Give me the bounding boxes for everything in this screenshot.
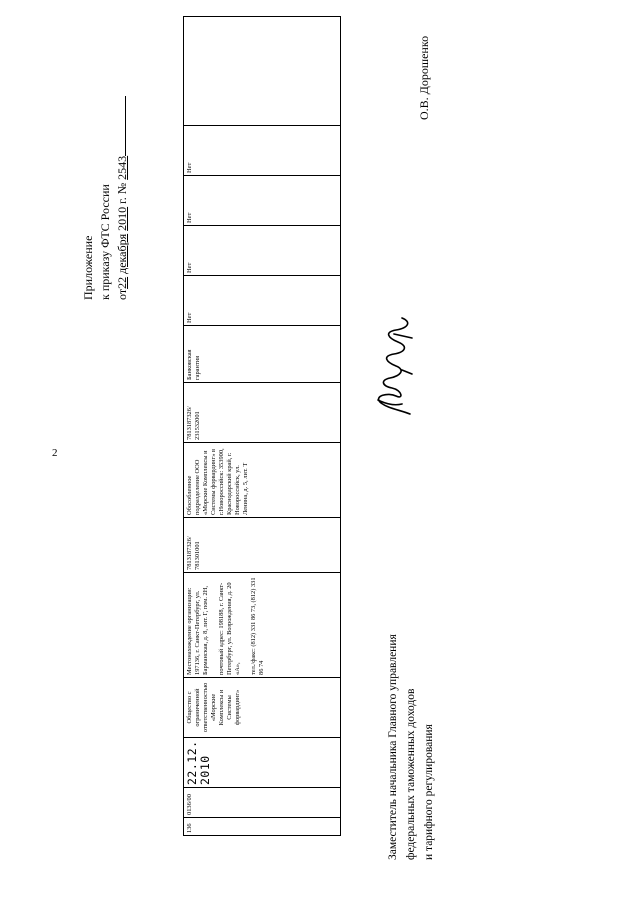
cell-guarantee: Банковская гарантия [184, 326, 341, 383]
order-number: 2543 [115, 155, 129, 180]
signatory-name: О.В. Дорошенко [417, 35, 431, 120]
cell-col14 [184, 17, 341, 126]
cell-col12: Нет [184, 176, 341, 226]
cell-col13: Нет [184, 126, 341, 176]
table-row [184, 17, 341, 836]
handwritten-signature [372, 310, 418, 420]
appendix-date-number: от22 декабря 2010 г. № 2543 [114, 96, 131, 300]
cell-location: Местонахождение организации: 197136, г. Санкт-Петербург, ул. Барманская, д. 8, лит. Г, пом. 2Н, почтовый адрес: 198188, г. Санкт-Петербург, ул. Возрождения, д. 20 «А», тел./факс: (812) 331 86 73, (812) 331 86 74 [184, 573, 341, 678]
cell-branch: Обособленное подразделение ООО «Морские Комплексы и Системы форвардинг» в г.Новороссийск: 353900, Краснодарский край, г. Новороссийск, ул. Ленина, д. 5, лит. Т [184, 443, 341, 518]
cell-org-name: Общество с ограниченной ответственностью «Морские Комплексы и Системы форвардинг» [184, 678, 341, 738]
underline-blank [115, 96, 126, 156]
register-table [183, 17, 341, 836]
signatory-position: Заместитель начальника Главного управления федеральных таможенных доходов и тарифного регулирования [387, 634, 435, 860]
order-day: 22 [115, 276, 129, 289]
cell-reg-number: 0136/00 [184, 788, 341, 818]
cell-index: 136 [184, 818, 341, 836]
order-month: декабря [115, 233, 129, 274]
cell-col11: Нет [184, 226, 341, 276]
cell-branch-inn-kpp: 7813187326/ 231532001 [184, 383, 341, 443]
cell-date: 22.12. 2010 [184, 738, 341, 788]
appendix-order: к приказу ФТС России [98, 184, 112, 300]
cell-inn-kpp: 7813187326/ 781301001 [184, 518, 341, 573]
appendix-title: Приложение [81, 235, 95, 300]
appendix-header [80, 96, 131, 300]
page-number: 2 [52, 447, 58, 459]
cell-col10: Нет [184, 276, 341, 326]
order-year: 2010 [115, 206, 129, 231]
